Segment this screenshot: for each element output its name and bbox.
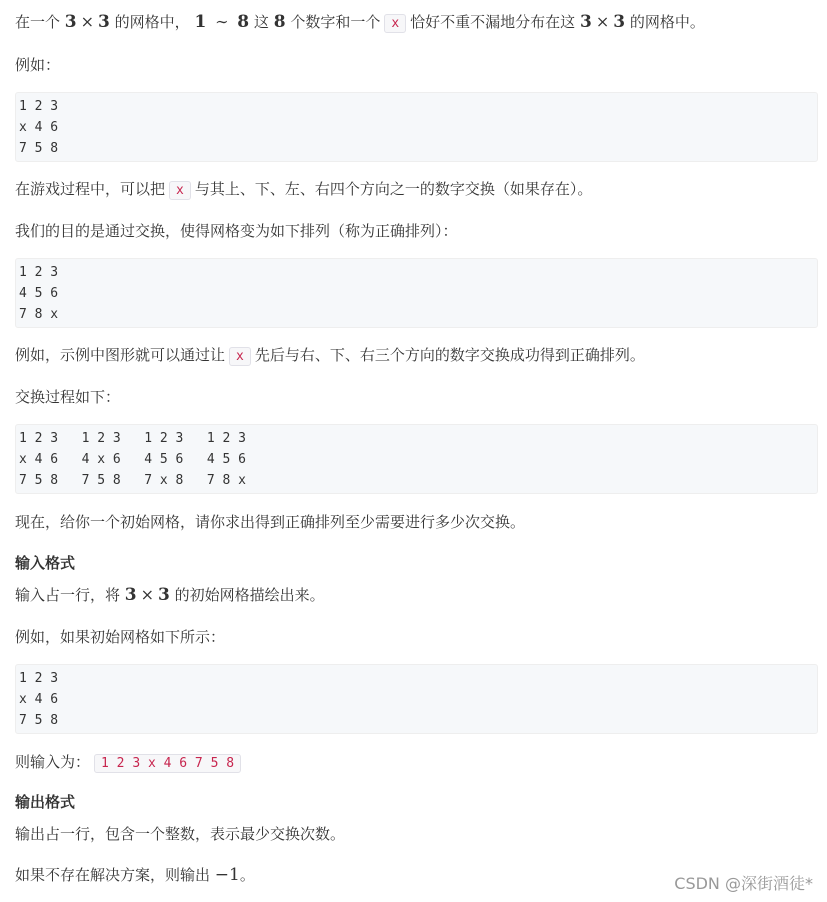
code-block-target: 1 2 3 4 5 6 7 8 x xyxy=(15,258,818,328)
text: 例如，示例中图形就可以通过让 xyxy=(15,346,226,364)
math-3: 3 xyxy=(124,585,137,605)
text: 的网格中。 xyxy=(629,13,705,31)
math-3: 3 xyxy=(158,585,170,605)
input-format-heading: 输入格式 xyxy=(15,554,76,572)
text: 在游戏过程中，可以把 xyxy=(15,180,166,198)
swap-rule-paragraph xyxy=(15,178,592,202)
goal-paragraph: 我们的目的是通过交换，使得网格变为如下排列（称为正确排列）： xyxy=(15,222,458,240)
input-desc-paragraph xyxy=(15,584,325,606)
text: 这 xyxy=(253,13,269,31)
text: 恰好不重不漏地分布在这 xyxy=(410,13,576,31)
times-sign: × xyxy=(595,12,610,31)
text: 个数字和一个 xyxy=(290,13,381,31)
text: 。 xyxy=(239,866,255,884)
text: 在一个 xyxy=(15,13,61,31)
text: 的初始网格描绘出来。 xyxy=(174,586,325,604)
math-minus-1: −1 xyxy=(214,865,240,885)
math-1: 1 xyxy=(194,12,207,32)
text: 与其上、下、左、右四个方向之一的数字交换（如果存在）。 xyxy=(194,180,593,198)
intro-paragraph xyxy=(15,11,705,35)
inline-code-x: x xyxy=(169,181,191,200)
output-desc-paragraph: 输出占一行，包含一个整数，表示最少交换次数。 xyxy=(15,825,346,843)
example-label: 例如： xyxy=(15,56,61,74)
math-8: 8 xyxy=(273,12,286,32)
times-sign: × xyxy=(140,585,155,604)
math-3: 3 xyxy=(613,12,626,32)
example-moves-paragraph xyxy=(15,344,645,368)
math-3: 3 xyxy=(64,12,77,32)
inline-code-x: x xyxy=(229,347,251,366)
math-3: 3 xyxy=(98,12,110,32)
code-block-process: 1 2 3 1 2 3 1 2 3 1 2 3 x 4 6 4 x 6 4 5 6 4 5 6 7 5 8 7 5 8 7 x 8 7 8 x xyxy=(15,424,818,494)
csdn-watermark: CSDN @深街酒徒* xyxy=(674,874,813,893)
math-3: 3 xyxy=(579,12,592,32)
text: 如果不存在解决方案，则输出 xyxy=(15,866,211,884)
process-label: 交换过程如下： xyxy=(15,388,121,406)
text: 先后与右、下、右三个方向的数字交换成功得到正确排列。 xyxy=(254,346,645,364)
task-paragraph: 现在，给你一个初始网格，请你求出得到正确排列至少需要进行多少次交换。 xyxy=(15,513,526,531)
code-block-initial: 1 2 3 x 4 6 7 5 8 xyxy=(15,92,818,162)
text: 输入占一行，将 xyxy=(15,586,121,604)
code-block-input-example: 1 2 3 x 4 6 7 5 8 xyxy=(15,664,818,734)
inline-code-x: x xyxy=(384,14,406,33)
output-format-heading: 输出格式 xyxy=(15,793,76,811)
text: 的网格中， xyxy=(114,13,190,31)
times-sign: × xyxy=(80,12,95,31)
text: 则输入为： xyxy=(15,753,91,771)
inline-code-input: 1 2 3 x 4 6 7 5 8 xyxy=(94,754,241,773)
no-solution-paragraph xyxy=(15,864,255,886)
tilde-sign: ∼ xyxy=(215,12,229,31)
input-example-label: 例如，如果初始网格如下所示： xyxy=(15,628,226,646)
input-as-paragraph xyxy=(15,751,245,775)
math-8: 8 xyxy=(237,12,250,32)
